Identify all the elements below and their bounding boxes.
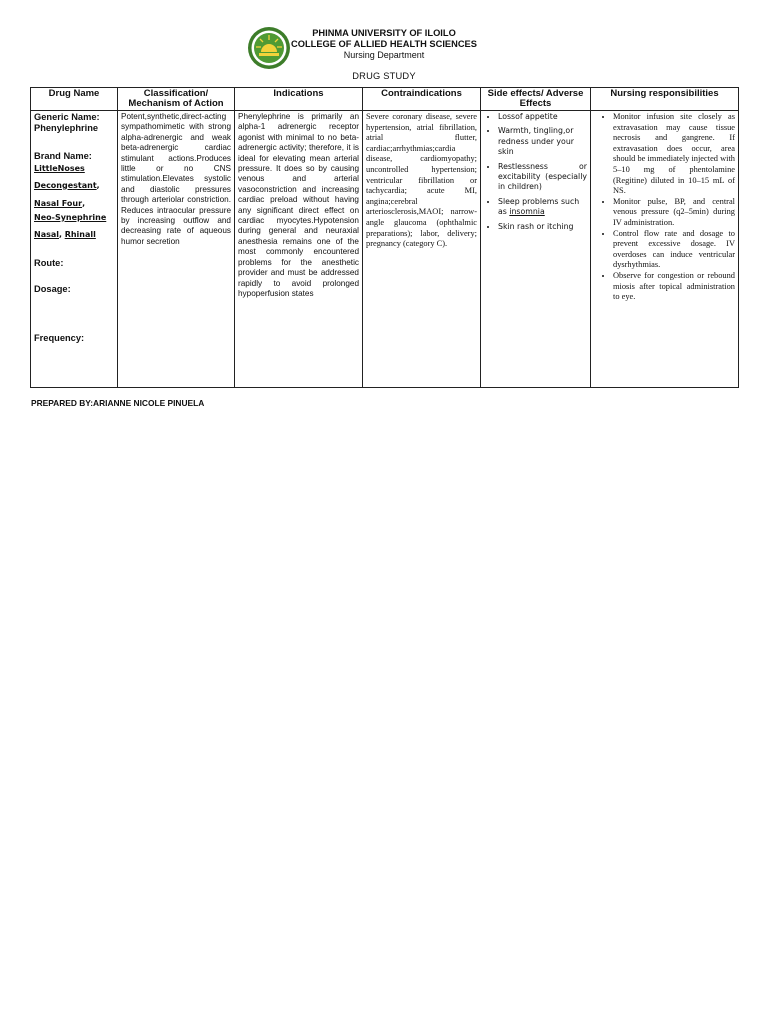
drug-name-cell: Generic Name: Phenylephrine Brand Name: LittleNoses Decongestant, Nasal Four, Neo-Synephrine Nasal, Rhinall Route: Dosage: Frequency: — [31, 111, 118, 388]
list-item: • Lossof appetite — [498, 112, 587, 122]
column-header-contraindications: Contraindications — [363, 88, 481, 111]
brand-rhinall: Rhinall — [64, 229, 96, 239]
route-label: Route: — [34, 257, 64, 268]
brand-neo-synephrine: Neo-Synephrine — [34, 212, 107, 222]
brand-littlenoses: LittleNoses — [34, 163, 85, 173]
classification-cell: Potent,synthetic,direct-acting sympathomimetic with strong alpha-adrenergic and weak beta-adrenergic cardiac stimulant actions.Produces little or no CNS stimulation.Elevates systolic and diastolic pressures through arteriolar constriction. Reduces intraocular pressure by increasing outflow and decreasing rate of aqueous humor secretion — [118, 111, 235, 388]
department-name: Nursing Department — [343, 50, 425, 60]
side-effects-cell — [481, 111, 591, 388]
side-effects-list — [484, 112, 587, 232]
indications-cell: Phenylephrine is primarily an alpha-1 adrenergic receptor agonist with minimal to no beta-adrenergic activity; therefore, it is ideal for elevating mean arterial pressure. It does so by causing venous and arterial vasoconstriction and increasing cardiac preload without having any significant direct effect on cardiac myocytes.Hypotension during general and neuraxial anesthesia remains one of the most commonly encountered problems for the anesthetic provider and must be addressed rapidly to avoid prolonged hypoperfusion states — [235, 111, 363, 388]
column-header-side-effects: Side effects/ Adverse Effects — [481, 88, 591, 111]
college-name: COLLEGE OF ALLIED HEALTH SCIENCES — [291, 39, 477, 49]
prepared-by: PREPARED BY:ARIANNE NICOLE PINUELA — [31, 398, 205, 408]
list-item: • Control flow rate and dosage to prevent excessive dosage. IV overdoses can induce ventricular dysrhythmias. — [613, 229, 735, 271]
table-header-row — [31, 88, 739, 111]
generic-name-value: Phenylephrine — [34, 122, 99, 133]
generic-name-label: Generic Name: — [34, 112, 100, 122]
column-header-drug-name: Drug Name — [31, 88, 118, 111]
nursing-responsibilities-cell — [591, 111, 739, 388]
university-name: PHINMA UNIVERSITY OF ILOILO — [312, 28, 456, 38]
column-header-indications: Indications — [235, 88, 363, 111]
list-item: • Sleep problems such as insomnia — [498, 197, 587, 218]
list-item: • Monitor infusion site closely as extravasation may cause tissue necrosis and gangrene. If extravasation does occur, area should be immediately injected with 5–10 mg of phentolamine (Regitine) diluted in 10–15 mL of NS. — [613, 112, 735, 197]
list-item: • Monitor pulse, BP, and central venous pressure (q2–5min) during IV administration. — [613, 197, 735, 229]
frequency-label: Frequency: — [34, 332, 85, 343]
dosage-label: Dosage: — [34, 284, 71, 294]
column-header-classification: Classification/ Mechanism of Action — [118, 88, 235, 111]
brand-nasal: Nasal — [34, 229, 59, 239]
column-header-nursing: Nursing responsibilities — [591, 88, 739, 111]
drug-study-table — [30, 87, 739, 388]
brand-decongestant: Decongestant — [34, 180, 97, 190]
list-item: • Skin rash or itching — [498, 222, 587, 232]
list-item: • Observe for congestion or rebound miosis after topical administration to eye. — [613, 271, 735, 303]
nursing-list — [594, 112, 735, 303]
contraindications-cell: Severe coronary disease, severe hypertension, atrial fibrillation, atrial flutter, cardiac;arrhythmias;cardia disease, cardiomyopathy; uncontrolled hypertension; ventricular fibrillation or tachycardia; acute MI, angina;cerebral arteriosclerosis,MAOI; narrow-angle glaucoma (ophthalmic preparations); labor, delivery; pregnancy (category C). — [363, 111, 481, 388]
insomnia-link-text: insomnia — [509, 207, 545, 217]
brand-nasal-four: Nasal Four — [34, 198, 83, 208]
list-item: • Restlessness or excitability (especially in children) — [498, 162, 587, 193]
document-title: DRUG STUDY — [352, 71, 416, 81]
list-item: • Warmth, tingling,or redness under your skin — [498, 126, 587, 157]
brand-name-label: Brand Name: — [34, 151, 92, 161]
table-row — [31, 111, 739, 388]
